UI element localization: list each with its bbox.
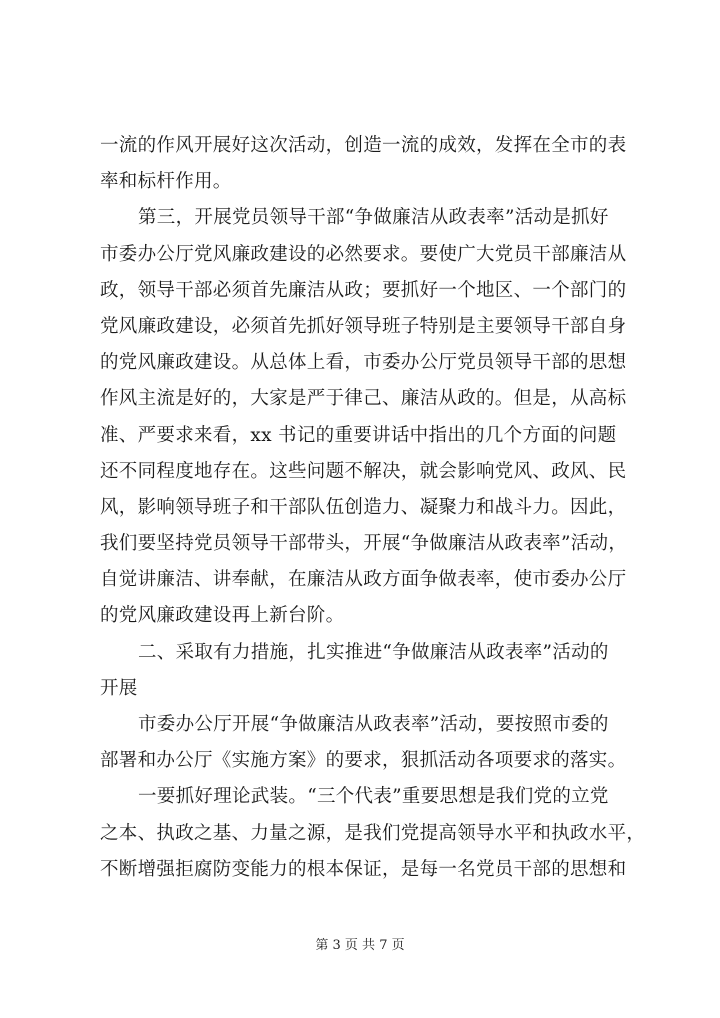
text-line: 的党风廉政建设再上新台阶。 <box>100 605 345 627</box>
text-line: 一要抓好理论武装。“三个代表”重要思想是我们党的立党 <box>138 786 609 808</box>
text-line: 率和标杆作用。 <box>100 171 232 193</box>
text-line: 自觉讲廉洁、讲奉献，在廉洁从政方面争做表率，使市委办公厅 <box>100 569 627 591</box>
document-body <box>100 128 646 888</box>
page-footer: 第 3 页 共 7 页 <box>315 938 405 953</box>
text-line: 风，影响领导班子和干部队伍创造力、凝聚力和战斗力。因此， <box>100 496 627 518</box>
text-line: 政，领导干部必须首先廉洁从政；要抓好一个地区、一个部门的 <box>100 279 627 301</box>
text-line: 二、采取有力措施，扎实推进“争做廉洁从政表率”活动的 <box>138 641 609 663</box>
text-line: 第三，开展党员领导干部“争做廉洁从政表率”活动是抓好 <box>138 207 609 229</box>
text-line: 作风主流是好的，大家是严于律己、廉洁从政的。但是，从高标 <box>100 388 627 410</box>
text-line: 的党风廉政建设。从总体上看，市委办公厅党员领导干部的思想 <box>100 352 627 374</box>
text-line: 市委办公厅开展“争做廉洁从政表率”活动，要按照市委的 <box>138 714 609 735</box>
text-line: 之本、执政之基、力量之源，是我们党提高领导水平和执政水平， <box>100 822 646 844</box>
text-line: 市委办公厅党风廉政建设的必然要求。要使广大党员干部廉洁从 <box>100 243 627 265</box>
text-line: 不断增强拒腐防变能力的根本保证，是每一名党员干部的思想和 <box>100 858 627 880</box>
text-line: 党风廉政建设，必须首先抓好领导班子特别是主要领导干部自身 <box>100 315 627 337</box>
text-line: 部署和办公厅《实施方案》的要求，狠抓活动各项要求的落实。 <box>100 750 627 772</box>
text-line: 一流的作风开展好这次活动，创造一流的成效，发挥在全市的表 <box>100 135 627 156</box>
text-line: 开展 <box>100 677 138 699</box>
text-line: 我们要坚持党员领导干部带头，开展“争做廉洁从政表率”活动， <box>100 533 628 555</box>
text-line: 还不同程度地存在。这些问题不解决，就会影响党风、政风、民 <box>100 460 627 482</box>
text-line: 准、严要求来看，xx 书记的重要讲话中指出的几个方面的问题 <box>100 424 617 446</box>
